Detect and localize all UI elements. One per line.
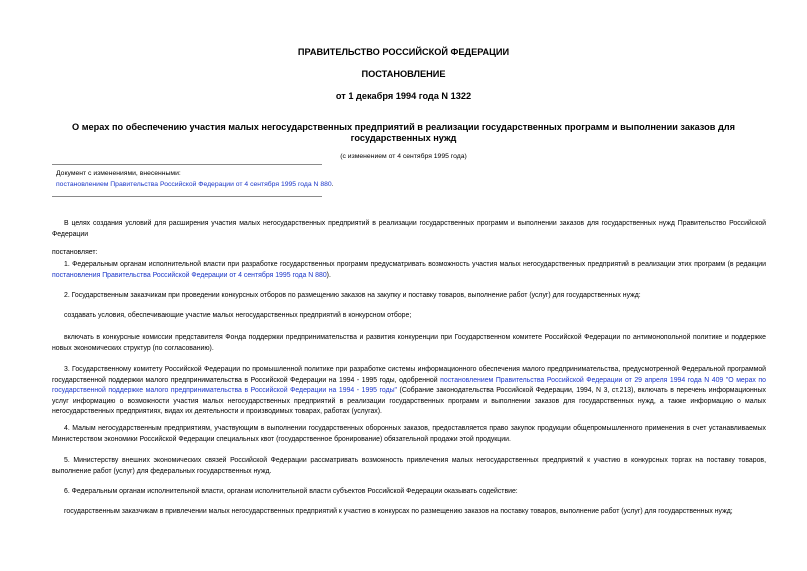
paragraph-6-text: 6. Федеральным органам исполнительной власти, органам исполнительной власти субъектов Российской Федерации оказывать содействие: <box>64 488 518 495</box>
paragraph-1-text: 1. Федеральным органам исполнительной власти при разработке государственных программ предусматривать возможность участия малых негосударственных предприятий в реализации этих программ (в редакции <box>64 261 766 268</box>
paragraph-6 <box>52 487 766 498</box>
paragraph-2a-text: создавать условия, обеспечивающие участие малых негосударственных предприятий в конкурсном отборе; <box>64 312 412 319</box>
change-note: (с изменением от 4 сентября 1995 года) <box>340 153 467 160</box>
document-type-heading: ПОСТАНОВЛЕНИЕ <box>361 69 446 79</box>
paragraph-3-text: 3. Государственному комитету Российской Федерации по промышленной политике при разработке системы информационного обеспечения малого предпринимательства, предусмотренной Федеральной программой государственной поддержки малого предпринимательства в Российской Федерации на 1994 - 1995 годы, одобренной <box>52 366 766 384</box>
government-heading: ПРАВИТЕЛЬСТВО РОССИЙСКОЙ ФЕДЕРАЦИИ <box>297 47 510 57</box>
paragraph-4-text: 4. Малым негосударственным предприятиям, участвующим в выполнении государственных оборонных заказов, предоставляется право закупок продукции общепромышленного применения в счет устанавливаемых Министерством экономики Российской Федерации специальных квот (государственное бронирование) обязательной продажи этой продукции. <box>52 425 766 443</box>
document-date-heading: от 1 декабря 1994 года N 1322 <box>335 91 472 101</box>
document-title: О мерах по обеспечению участия малых негосударственных предприятий в реализации государственных программ и выполнении заказов для государственных нужд <box>72 122 735 143</box>
paragraph-intro-text: В целях создания условий для расширения участия малых негосударственных предприятий в реализации государственных программ и выполнении заказов для государственных нужд Правительство Российской Федерации <box>52 220 766 238</box>
paragraph-2b-text: включать в конкурсные комиссии представителя Фонда поддержки предпринимательства и развития конкуренции при Государственном комитете Российской Федерации по антимонопольной политике и поддержке новых экономических структур (по согласованию). <box>52 334 766 352</box>
paragraph-1-link[interactable]: постановления Правительства Российской Федерации от 4 сентября 1995 года N 880 <box>52 271 327 279</box>
paragraph-1 <box>52 260 766 281</box>
paragraph-decree: постановляет: <box>52 249 98 256</box>
paragraph-2a <box>52 311 766 322</box>
paragraph-3-link[interactable]: постановлением Правительства Российской Федерации от 29 апреля 1994 года N 409 "О мерах по государственной поддержке малого предпринимательства в Российской Федерации на 1994 - 1995 годы" <box>52 376 766 395</box>
paragraph-3-tail: (Собрание законодательства Российской Федерации, 1994, N 3, ст.213), включать в перечень информационных услуг информацию о возможности участия малых негосударственных предприятий в реализации государственных программ и выполнении заказов для государственных нужд, а также информацию о малых негосударственных предприятиях, видах их деятельности и производимых товарах, работах (услугах). <box>52 387 766 416</box>
amendment-link-tail: . <box>331 181 334 188</box>
paragraph-2 <box>52 291 766 302</box>
paragraph-5 <box>52 456 766 477</box>
info-box-bottom-rule <box>52 196 322 197</box>
paragraph-6a <box>52 507 766 518</box>
info-box-label: Документ с изменениями, внесенными: <box>56 170 181 177</box>
paragraph-5-text: 5. Министерству внешних экономических связей Российской Федерации рассматривать возможность привлечения малых негосударственных предприятий к участию в конкурсных торгах на поставку товаров, выполнение работ (услуг) для федеральных государственных нужд. <box>52 457 766 475</box>
info-box-top-rule <box>52 164 322 165</box>
amendment-link[interactable]: постановлением Правительства Российской Федерации от 4 сентября 1995 года N 880 <box>56 181 332 188</box>
info-box-amendment <box>56 179 456 190</box>
paragraph-2-text: 2. Государственным заказчикам при проведении конкурсных отборов по размещению заказов на закупку и поставку товаров, выполнение работ (услуг) для государственных нужд: <box>64 292 641 299</box>
paragraph-intro <box>52 219 766 240</box>
paragraph-3 <box>52 365 766 418</box>
paragraph-4 <box>52 424 766 445</box>
paragraph-1-tail: ). <box>326 271 331 279</box>
paragraph-6a-text: государственным заказчикам в привлечении малых негосударственных предприятий к участию в конкурсах по размещению заказов на поставку товаров, выполнение работ (услуг) для государственных нужд; <box>64 508 733 515</box>
info-box <box>52 168 456 190</box>
paragraph-2b <box>52 333 766 354</box>
